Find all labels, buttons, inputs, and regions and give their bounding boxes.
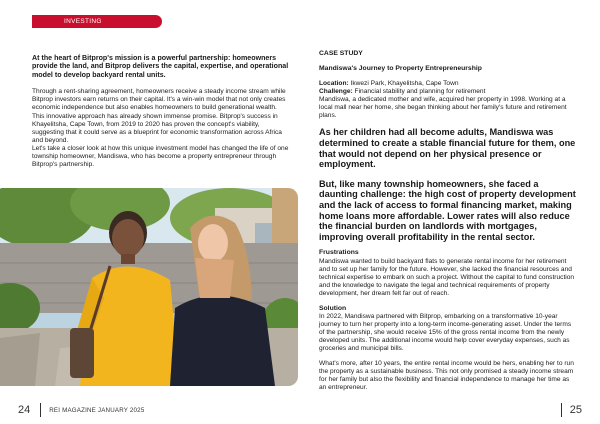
- frustrations-text: Mandiswa wanted to build backyard flats to generate rental income for her retirement and to set up her family for the future. However, she lacked the financial resources and technical expertise to embark on such a project. Without the capital to fund construction and the knowledge to navigate the legal and technical requirements of property development, her dream felt far out of reach.: [319, 257, 575, 297]
- closing-text: What's more, after 10 years, the entire rental income would be hers, enabling her to run the property as a sustainable business. This not only promised a steady income stream for her family but also the flexibility and financial independence to manage her time as an entrepreneur.: [319, 359, 574, 391]
- footer-right: [551, 403, 582, 417]
- pull-quote-2: But, like many township homeowners, she faced a daunting challenge: the high cost of property development and the lack of access to formal financing market, making home loans more affordable. Lower rates will also reduce the financial burden on landlords with mortgages, improving overall profitability in the rental sector.: [319, 178, 576, 242]
- lead-paragraph: At the heart of Bitprop's mission is a powerful partnership: homeowners provide the land, and Bitprop delivers the capital, expertise, and operational model to develop backyard rental units.: [32, 54, 289, 79]
- page-number-right: 25: [569, 404, 582, 416]
- section-tag: INVESTING: [32, 15, 162, 28]
- case-study-subtitle: Mandiswa's Journey to Property Entrepreneurship: [319, 65, 482, 73]
- intro-paragraph-3: Let's take a closer look at how this unique investment model has changed the life of one township homeowner, Mandiswa, who has become a property entrepreneur through Bitprop's partnership.: [32, 144, 289, 169]
- challenge-value: Financial stability and planning for retirement: [352, 88, 486, 96]
- location-label: Location:: [319, 80, 349, 88]
- case-study-label: CASE STUDY: [319, 50, 363, 57]
- intro-column: [32, 54, 290, 169]
- pull-quote-1: As her children had all become adults, Mandiswa was determined to create a stable financial future for them, one that would not depend on her physical presence or employment.: [319, 127, 576, 170]
- location-value: Ikwezi Park, Khayelitsha, Cape Town: [348, 80, 459, 88]
- challenge-line: [319, 88, 577, 96]
- intro-text: Mandiswa, a dedicated mother and wife, acquired her property in 1998. Working at a local mall near her home, she began thinking about her family's future and retirement plans.: [319, 96, 567, 120]
- footer-left: [18, 403, 144, 417]
- magazine-name: REI MAGAZINE JANUARY 2025: [49, 406, 145, 414]
- page-number-left: 24: [18, 404, 31, 416]
- solution-text: In 2022, Mandiswa partnered with Bitprop, embarking on a transformative 10-year journey to turn her property into a long-term income-generating asset. Under the terms of the partnership, she would receive 15% of the gross rental income from the newly developed units. The additional income would help cover everyday expenses, such as groceries and municipal bills.: [319, 312, 572, 352]
- photo-two-women: [0, 188, 298, 386]
- footer-divider-right: [561, 403, 562, 417]
- case-study-column: [319, 50, 577, 392]
- frustrations-heading: Frustrations: [319, 249, 359, 257]
- solution-heading: Solution: [319, 304, 347, 312]
- intro-paragraph-1: Through a rent-sharing agreement, homeowners receive a steady income stream while Bitprop investors earn returns on their capital. It's a win-win model that not only creates economic independence but also enables homeowners to build generational wealth.: [32, 88, 286, 112]
- challenge-label: Challenge:: [319, 88, 353, 96]
- footer-divider: [40, 403, 41, 417]
- location-line: [319, 80, 577, 88]
- intro-paragraph-2: This innovative approach has already shown immense promise. Bitprop's success in Khayelitsha, Cape Town, from 2019 to 2020 has proven the concept's viability, suggesting that it could serve as a blueprint for economic transformation across Africa and beyond.: [32, 112, 282, 144]
